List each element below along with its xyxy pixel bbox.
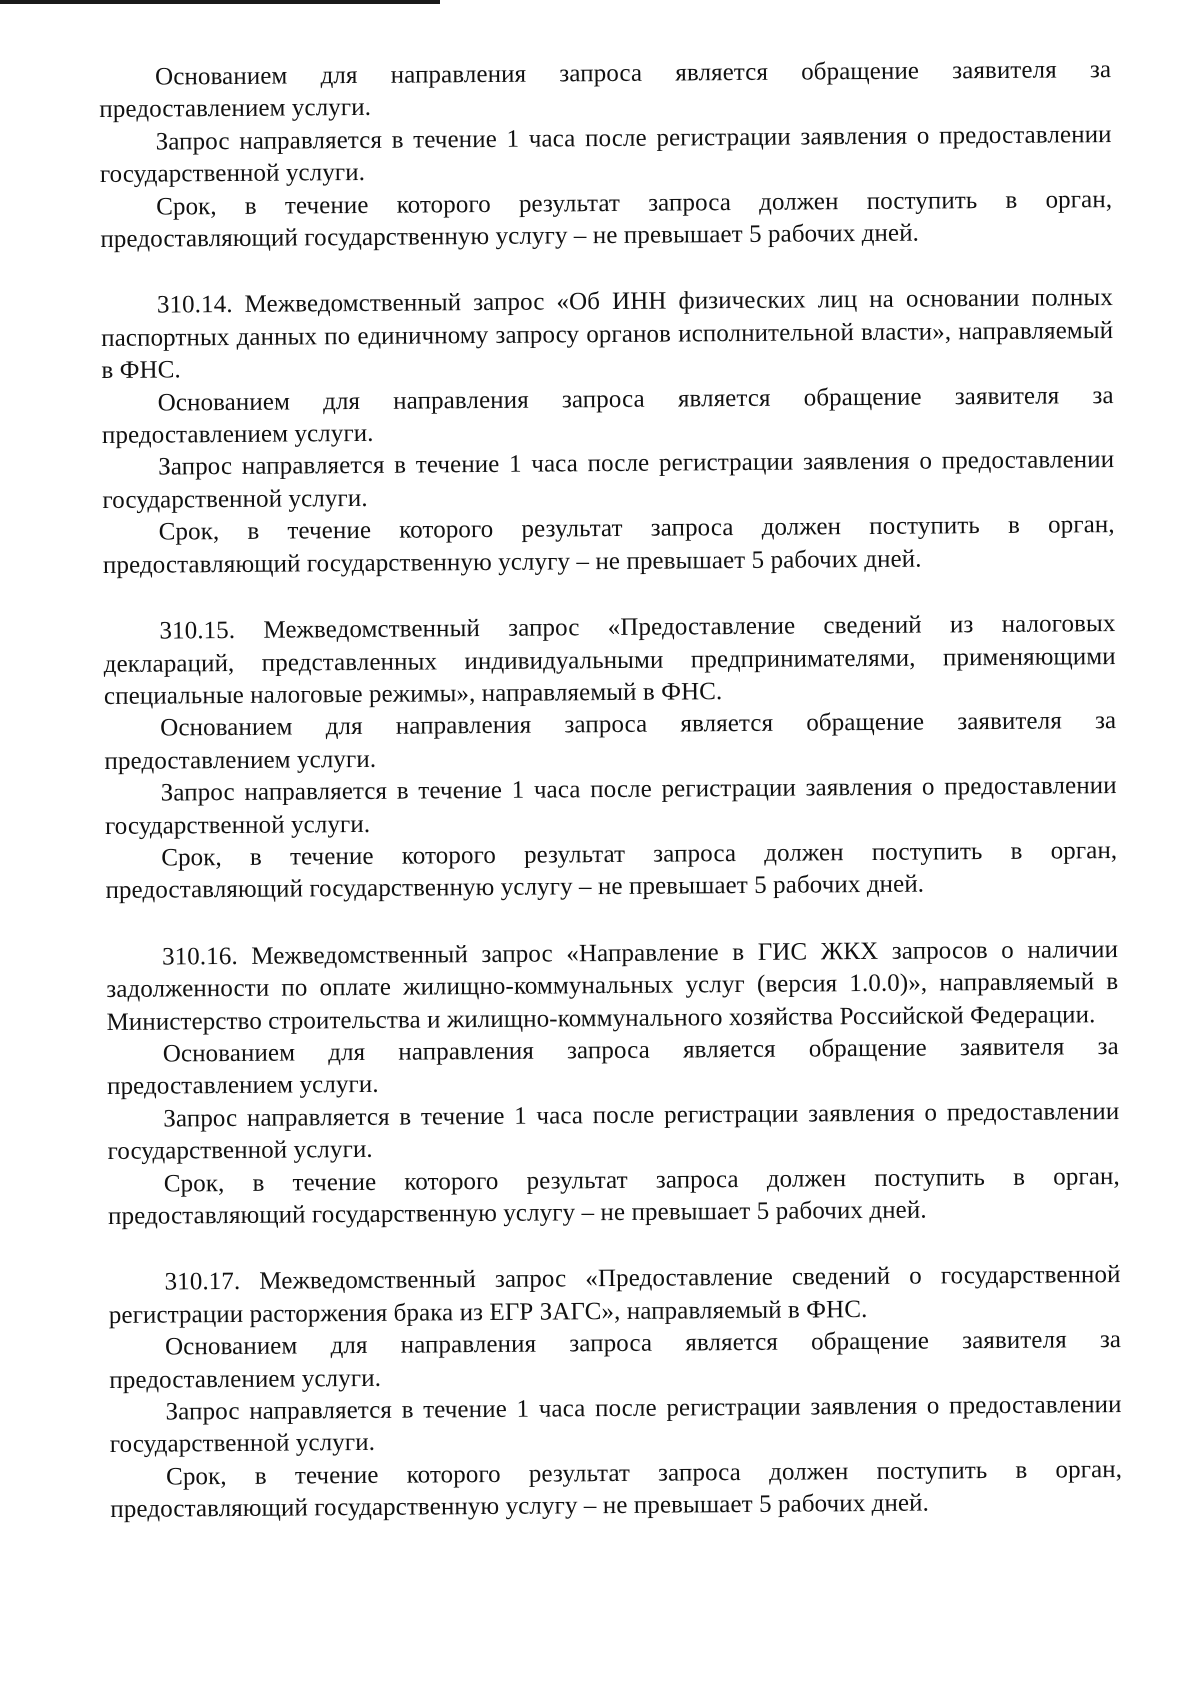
section-heading-310-16: 310.16. Межведомственный запрос «Направление в ГИС ЖКХ запросов о наличии задолженности по оплате жилищно-коммунальных услуг (версия 1.0.0)», направляемый в Министерство строительства и жилищно-коммунального хозяйства Российской Федерации.: [106, 935, 1119, 1036]
paragraph-basis: Основанием для направления запроса является обращение заявителя за предоставлением услуги.: [109, 1326, 1122, 1394]
block-310-14: [101, 282, 1115, 582]
block-310-16: [106, 934, 1120, 1234]
block-continuation: [99, 54, 1112, 256]
block-310-15: [103, 608, 1117, 908]
paragraph-deadline: Срок, в течение которого результат запроса должен поступить в орган, предоставляющий государственную услугу – не превышает 5 рабочих дней.: [105, 836, 1118, 905]
paragraph-timing: Запрос направляется в течение 1 часа после регистрации заявления о предоставлении государственной услуги.: [109, 1391, 1122, 1459]
document-body: [99, 54, 1122, 1527]
section-heading-310-15: 310.15. Межведомственный запрос «Предоставление сведений из налоговых деклараций, представленных индивидуальными предпринимателями, применяющими специальные налоговые режимы», направляемый в ФНС.: [103, 610, 1116, 710]
paragraph-deadline: Срок, в течение которого результат запроса должен поступить в орган, предоставляющий государственную услугу – не превышает 5 рабочих дней.: [100, 185, 1113, 254]
paragraph-deadline: Срок, в течение которого результат запроса должен поступить в орган, предоставляющий государственную услугу – не превышает 5 рабочих дней.: [110, 1455, 1123, 1524]
paragraph-timing: Запрос направляется в течение 1 часа после регистрации заявления о предоставлении государственной услуги.: [104, 772, 1117, 840]
scan-edge-mark: [0, 0, 440, 4]
paragraph-timing: Запрос направляется в течение 1 часа после регистрации заявления о предоставлении государственной услуги.: [99, 120, 1112, 189]
paragraph-deadline: Срок, в течение которого результат запроса должен поступить в орган, предоставляющий государственную услугу – не превышает 5 рабочих дней.: [102, 511, 1115, 579]
paragraph-deadline: Срок, в течение которого результат запроса должен поступить в орган, предоставляющий государственную услугу – не превышает 5 рабочих дней.: [107, 1162, 1120, 1230]
paragraph-basis: Основанием для направления запроса является обращение заявителя за предоставлением услуги.: [104, 707, 1117, 775]
paragraph-timing: Запрос направляется в течение 1 часа после регистрации заявления о предоставлении государственной услуги.: [102, 446, 1115, 514]
paragraph-basis: Основанием для направления запроса является обращение заявителя за предоставлением услуги.: [106, 1032, 1119, 1101]
block-310-17: [108, 1259, 1122, 1526]
section-heading-310-14: 310.14. Межведомственный запрос «Об ИНН физических лиц на основании полных паспортных данных по единичному запросу органов исполнительной власти», направляемый в ФНС.: [101, 284, 1114, 385]
paragraph-basis: Основанием для направления запроса является обращение заявителя за предоставлением услуги.: [99, 56, 1112, 124]
paragraph-timing: Запрос направляется в течение 1 часа после регистрации заявления о предоставлении государственной услуги.: [107, 1097, 1120, 1166]
paragraph-basis: Основанием для направления запроса является обращение заявителя за предоставлением услуги.: [101, 381, 1114, 450]
section-heading-310-17: 310.17. Межведомственный запрос «Предоставление сведений о государственной регистрации расторжения брака из ЕГР ЗАГС», направляемый в ФНС.: [108, 1261, 1121, 1329]
